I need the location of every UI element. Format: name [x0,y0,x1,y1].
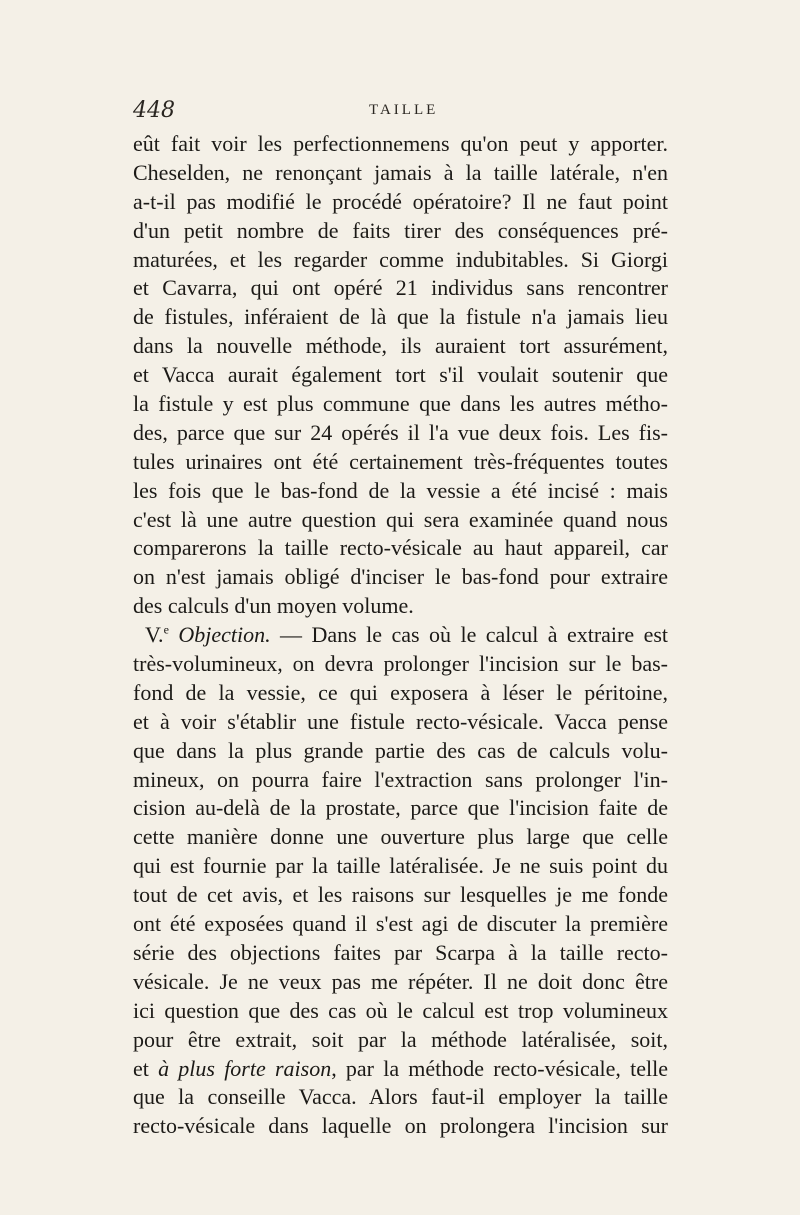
text-line: et à voir s'établir une fistule recto-vésicale. Vacca pense [133,708,668,734]
text-line: et Cavarra, qui ont opéré 21 individus sans rencontrer [133,275,668,301]
objection-dash: — [270,622,312,648]
text-line: la fistule y est plus commune que dans les autres métho- [133,391,668,417]
text-line: vésicale. Je ne veux pas me répéter. Il ne doit donc être [133,968,668,994]
text-line: Cheselden, ne renonçant jamais à la taille latérale, n'en [133,159,668,185]
text-line: de fistules, inféraient de là que la fistule n'a jamais lieu [133,304,668,330]
text-line: série des objections faites par Scarpa à la taille recto- [133,939,668,965]
paragraph-end-line: des calculs d'un moyen volume. [133,593,414,619]
objection-number: V. [145,622,164,648]
running-head [133,98,668,128]
text-line: dans la nouvelle méthode, ils auraient tort assurément, [133,333,668,359]
text-line: a-t-il pas modifié le procédé opératoire? Il ne faut point [133,188,668,214]
text-line: recto-vésicale dans laquelle on prolongera l'incision sur [133,1113,668,1139]
page-number: 448 [133,98,175,123]
objection-heading-line [133,621,668,650]
text-line: les fois que le bas-fond de la vessie a été incisé : mais [133,477,668,503]
text-line: pour être extrait, soit par la méthode latéralisée, soit, [133,1026,668,1052]
text-line: fond de la vessie, ce qui exposera à léser le péritoine, [133,679,668,705]
text-line: cision au-delà de la prostate, parce que l'incision faite de [133,795,668,821]
text-line: des, parce que sur 24 opérés il l'a vue deux fois. Les fis- [133,419,668,445]
text-line: ont été exposées quand il s'est agi de discuter la première [133,911,668,937]
text-line: qui est fournie par la taille latéralisée. Je ne suis point du [133,853,668,879]
text-line: et Vacca aurait également tort s'il voulait soutenir que [133,362,668,388]
text-line: c'est là une autre question qui sera examinée quand nous [133,506,668,532]
text-line: ici question que des cas où le calcul est trop volumineux [133,997,668,1023]
objection-text: Dans le cas où le calcul à extraire est [311,622,668,648]
objection-label: Objection. [178,622,271,648]
text-line: comparerons la taille recto-vésicale au haut appareil, car [133,535,668,561]
text-line-rest: , par la méthode recto-vésicale, telle [331,1055,668,1081]
text-line: eût fait voir les perfectionnemens qu'on peut y apporter. [133,131,668,156]
text-line: d'un petit nombre de faits tirer des conséquences pré- [133,217,668,243]
text-line: mineux, on pourra faire l'extraction sans prolonger l'in- [133,766,668,792]
italic-phrase: à plus forte raison [158,1055,332,1081]
body-text [133,130,668,1141]
text-line-italic-phrase: et à plus forte raison, par la méthode recto-vésicale, telle [133,1055,668,1081]
text-line: cette manière donne une ouverture plus large que celle [133,824,668,850]
text-line: maturées, et les regarder comme indubitables. Si Giorgi [133,246,668,272]
text-line: tout de cet avis, et les raisons sur lesquelles je me fonde [133,882,668,908]
running-title: TAILLE [369,102,439,118]
text-line: que la conseille Vacca. Alors faut-il employer la taille [133,1084,668,1110]
text-line: tules urinaires ont été certainement très-fréquentes toutes [133,448,668,474]
text-line: très-volumineux, on devra prolonger l'incision sur le bas- [133,651,668,677]
text-line: que dans la plus grande partie des cas de calculs volu- [133,737,668,763]
text-line: on n'est jamais obligé d'inciser le bas-fond pour extraire [133,564,668,590]
objection-number-sup: e [163,622,169,637]
